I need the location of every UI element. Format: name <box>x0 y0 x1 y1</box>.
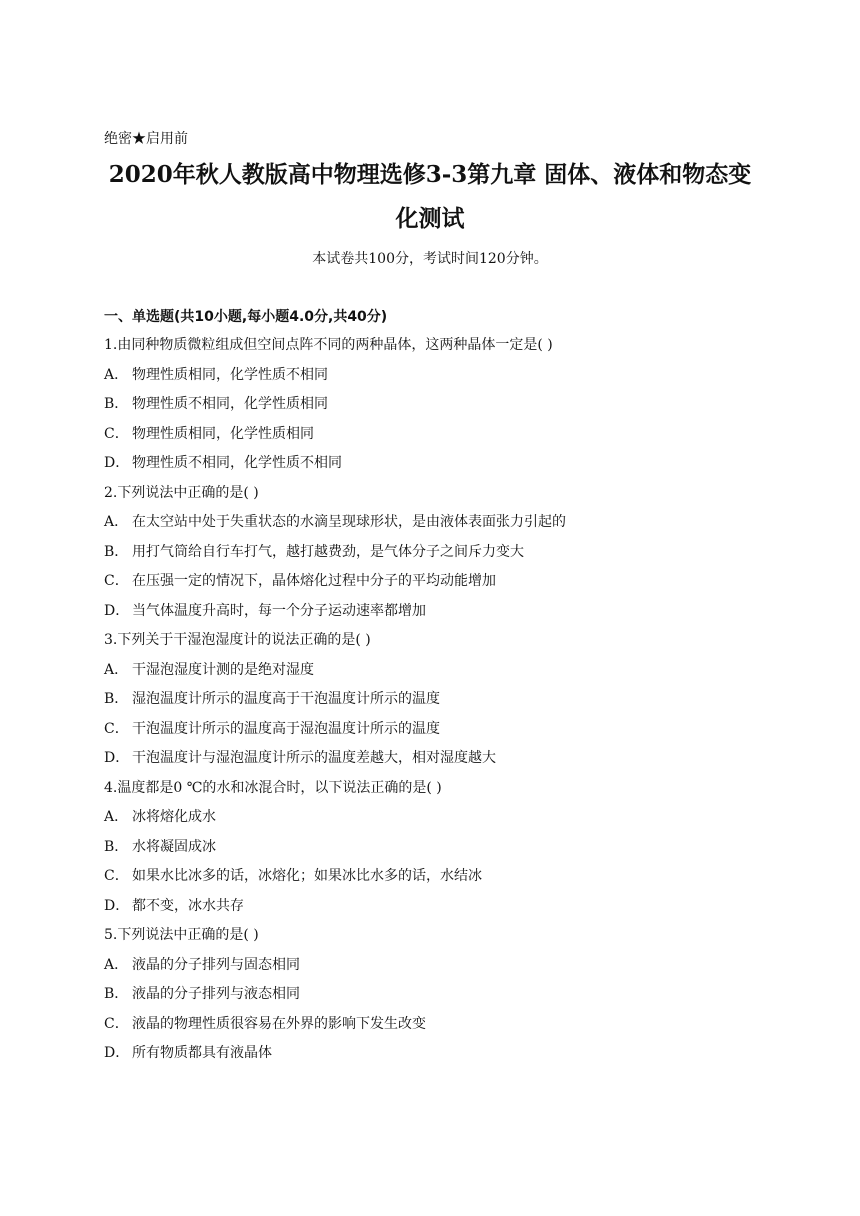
option-text: 液晶的分子排列与固态相同 <box>132 956 300 973</box>
option-letter: D． <box>104 602 130 619</box>
option-letter: B． <box>104 396 129 412</box>
option-letter: B． <box>104 986 129 1002</box>
option-c <box>104 1014 764 1044</box>
option-text: 如果水比冰多的话，冰熔化；如果冰比水多的话，水结冰 <box>132 868 482 884</box>
option-d <box>104 601 764 631</box>
option-letter: C． <box>104 1015 129 1032</box>
question-stem: 1.由同种物质微粒组成但空间点阵不同的两种晶体，这两种晶体一定是( ) <box>104 337 553 353</box>
option-text: 冰将熔化成水 <box>132 809 216 825</box>
option-a <box>104 365 764 395</box>
option-d <box>104 896 764 926</box>
option-text: 在压强一定的情况下，晶体熔化过程中分子的平均动能增加 <box>132 573 496 589</box>
option-c <box>104 866 764 896</box>
question-stem: 4.温度都是0 ℃的水和冰混合时，以下说法正确的是( ) <box>104 779 442 796</box>
option-b <box>104 837 764 867</box>
option-text: 物理性质相同，化学性质相同 <box>132 425 314 442</box>
option-b <box>104 542 764 572</box>
option-letter: D． <box>104 455 130 471</box>
option-letter: A． <box>104 956 129 973</box>
option-c <box>104 424 764 454</box>
option-d <box>104 453 764 483</box>
option-letter: B． <box>104 838 129 855</box>
option-b <box>104 984 764 1014</box>
option-letter: C． <box>104 573 129 589</box>
option-text: 物理性质不相同，化学性质相同 <box>132 396 328 412</box>
option-text: 物理性质不相同，化学性质不相同 <box>132 455 342 471</box>
option-text: 湿泡温度计所示的温度高于干泡温度计所示的温度 <box>132 691 440 707</box>
option-c <box>104 571 764 601</box>
option-c <box>104 719 764 749</box>
option-text: 干湿泡湿度计测的是绝对湿度 <box>132 661 314 678</box>
page-title-line-1: 2020年秋人教版高中物理选修3-3第九章 固体、液体和物态变 <box>108 161 752 188</box>
option-letter: A． <box>104 514 129 530</box>
option-text: 液晶的物理性质很容易在外界的影响下发生改变 <box>132 1015 426 1032</box>
option-letter: D． <box>104 750 130 766</box>
option-letter: D． <box>104 897 130 914</box>
secret-label: 绝密★启用前 <box>104 131 188 147</box>
option-b <box>104 394 764 424</box>
section-heading: 一、单选题(共10小题,每小题4.0分,共40分) <box>104 309 388 325</box>
option-text: 在太空站中处于失重状态的水滴呈现球形状，是由液体表面张力引起的 <box>132 514 566 530</box>
option-text: 都不变，冰水共存 <box>132 897 244 914</box>
question-stem: 2.下列说法中正确的是( ) <box>104 484 259 501</box>
option-text: 用打气筒给自行车打气，越打越费劲，是气体分子之间斥力变大 <box>132 543 524 560</box>
option-letter: B． <box>104 691 129 707</box>
option-text: 液晶的分子排列与液态相同 <box>132 986 300 1002</box>
page-title-line-2: 化测试 <box>395 205 465 232</box>
option-letter: C． <box>104 720 129 737</box>
question-stem: 3.下列关于干湿泡湿度计的说法正确的是( ) <box>104 632 371 648</box>
option-text: 所有物质都具有液晶体 <box>132 1045 272 1061</box>
option-text: 干泡温度计与湿泡温度计所示的温度差越大，相对湿度越大 <box>132 750 496 766</box>
option-letter: A． <box>104 366 129 383</box>
option-a <box>104 807 764 837</box>
option-a <box>104 512 764 542</box>
question-list <box>104 335 764 1073</box>
question-stem: 5.下列说法中正确的是( ) <box>104 927 259 943</box>
option-letter: D． <box>104 1045 130 1061</box>
option-text: 水将凝固成冰 <box>132 838 216 855</box>
option-text: 物理性质相同，化学性质不相同 <box>132 366 328 383</box>
option-text: 干泡温度计所示的温度高于湿泡温度计所示的温度 <box>132 720 440 737</box>
option-d <box>104 748 764 778</box>
option-letter: C． <box>104 868 129 884</box>
option-letter: A． <box>104 809 129 825</box>
option-d <box>104 1043 764 1073</box>
option-text: 当气体温度升高时，每一个分子运动速率都增加 <box>132 602 426 619</box>
option-letter: C． <box>104 425 129 442</box>
option-a <box>104 660 764 690</box>
option-letter: A． <box>104 661 129 678</box>
option-letter: B． <box>104 543 129 560</box>
option-b <box>104 689 764 719</box>
exam-info: 本试卷共100分，考试时间120分钟。 <box>312 251 548 267</box>
option-a <box>104 955 764 985</box>
